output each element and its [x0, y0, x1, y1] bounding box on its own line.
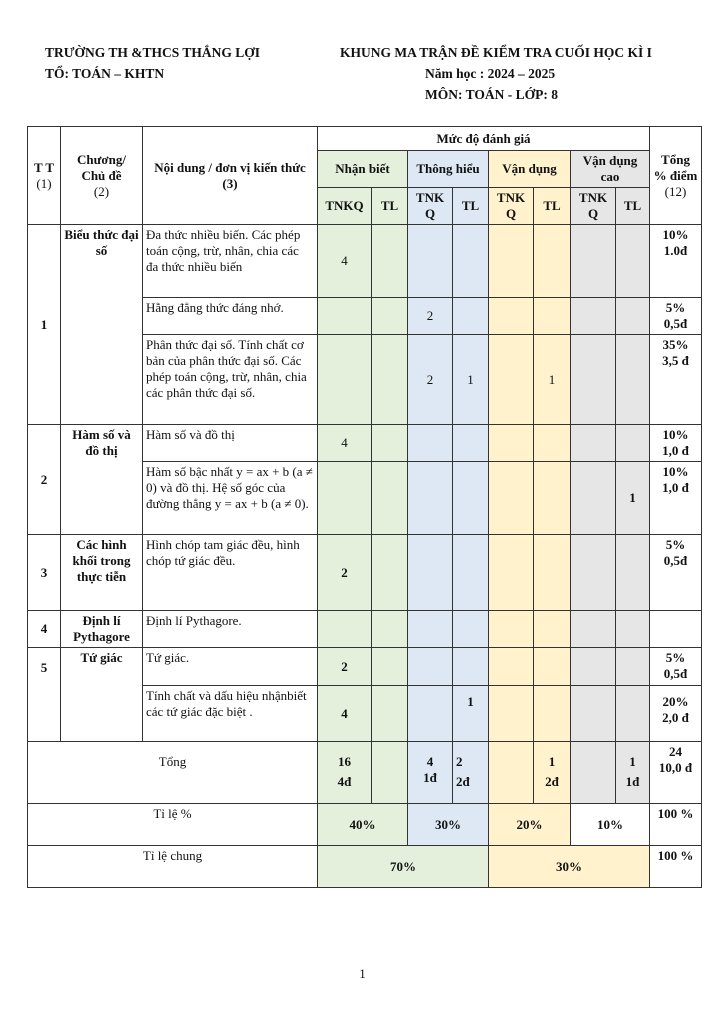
subject-grade: MÔN: TOÁN - LỚP: 8 — [425, 87, 558, 102]
header-noidung: Nội dung / đơn vị kiến thức (3) — [143, 127, 318, 225]
header-tt: T T (1) — [28, 127, 61, 225]
header-th-tl: TL — [453, 188, 489, 225]
row-tt: 3 — [28, 535, 61, 611]
row-noidung: Hằng đẳng thức đáng nhớ. — [143, 298, 318, 335]
total-th-tl: 2 2đ — [453, 742, 489, 804]
table-row — [28, 611, 702, 648]
ratio-th: 30% — [408, 804, 489, 846]
header-nhanbiet: Nhận biết — [318, 151, 408, 188]
row-noidung: Định lí Pythagore. — [143, 611, 318, 648]
total-th-tnkq: 4 1đ — [408, 742, 453, 804]
ratio-vd: 20% — [489, 804, 571, 846]
department: TỔ: TOÁN – KHTN — [45, 66, 165, 81]
header-th-tnkq: TNK Q — [408, 188, 453, 225]
total-row — [28, 742, 702, 804]
cell-nb-tnkq: 2 — [318, 535, 372, 611]
row-chuong: Các hình khối trong thực tiễn — [61, 535, 143, 611]
row-noidung: Phân thức đại số. Tính chất cơ bản của phân thức đại số. Các phép toán cộng, trừ, nhân, chia các phân thức đại số. — [143, 335, 318, 425]
cell-th-tl: 1 — [453, 335, 489, 425]
table-row — [28, 225, 702, 298]
school-name: TRƯỜNG TH &THCS THẮNG LỢI — [45, 45, 261, 60]
row-tt: 1 — [28, 225, 61, 425]
table-row — [28, 535, 702, 611]
header-vandung: Vận dụng — [489, 151, 571, 188]
ratio-nb: 40% — [318, 804, 408, 846]
row-tt: 4 — [28, 611, 61, 648]
table-row — [28, 648, 702, 686]
cell-vd-tl: 1 — [534, 335, 571, 425]
header-nb-tnkq: TNKQ — [318, 188, 372, 225]
ratio-total: 100 % — [650, 804, 702, 846]
total-label: Tổng — [28, 742, 318, 804]
header-tong: Tổng % điểm (12) — [650, 127, 702, 225]
header-nb-tl: TL — [372, 188, 408, 225]
row-noidung: Đa thức nhiều biến. Các phép toán cộng, trừ, nhân, chia các đa thức nhiều biến — [143, 225, 318, 298]
row-chuong: Tứ giác — [61, 648, 143, 742]
school-year: Năm học : 2024 – 2025 — [425, 66, 556, 81]
header-vd-tl: TL — [534, 188, 571, 225]
header-mucdo: Mức độ đánh giá — [318, 127, 650, 151]
row-total: 5% 0,5đ — [650, 298, 702, 335]
page-number: 1 — [359, 966, 366, 981]
row-noidung: Tứ giác. — [143, 648, 318, 686]
document-title: KHUNG MA TRẬN ĐỀ KIỂM TRA CUỐI HỌC KÌ I — [340, 45, 652, 60]
cell-nb-tnkq: 4 — [318, 425, 372, 462]
overall-ratio-label: Tỉ lệ chung — [28, 846, 318, 888]
total-vd-tl: 1 2đ — [534, 742, 571, 804]
cell-th-tl: 1 — [453, 686, 489, 742]
row-total: 10% 1,0 đ — [650, 462, 702, 535]
cell-nb-tnkq: 2 — [318, 648, 372, 686]
total-vdc-tl: 1 1đ — [616, 742, 650, 804]
header-vd-tnkq: TNK Q — [489, 188, 534, 225]
header-vandungcao: Vận dụng cao — [571, 151, 650, 188]
table-row — [28, 425, 702, 462]
ratio-vdc: 10% — [571, 804, 650, 846]
row-total: 35% 3,5 đ — [650, 335, 702, 425]
row-tt: 2 — [28, 425, 61, 535]
row-noidung: Hàm số bậc nhất y = ax + b (a ≠ 0) và đồ thị. Hệ số góc của đường thẳng y = ax + b (a ≠ 0). — [143, 462, 318, 535]
row-noidung: Tính chất và dấu hiệu nhậnbiết các tứ giác đặc biệt . — [143, 686, 318, 742]
row-chuong: Hàm số và đồ thị — [61, 425, 143, 535]
row-chuong: Định lí Pythagore — [61, 611, 143, 648]
cell-vdc-tl: 1 — [616, 462, 650, 535]
row-chuong: Biểu thức đại số — [61, 225, 143, 425]
row-total: 5% 0,5đ — [650, 535, 702, 611]
header-chuong: Chương/ Chủ đề (2) — [61, 127, 143, 225]
overall-ratio-a: 70% — [318, 846, 489, 888]
row-noidung: Hàm số và đồ thị — [143, 425, 318, 462]
total-nb-tnkq: 16 4đ — [318, 742, 372, 804]
ratio-label: Tỉ lệ % — [28, 804, 318, 846]
row-total: 10% 1,0 đ — [650, 425, 702, 462]
cell-th-tnkq: 2 — [408, 298, 453, 335]
row-tt: 5 — [28, 648, 61, 742]
ratio-row — [28, 804, 702, 846]
cell-nb-tnkq: 4 — [318, 686, 372, 742]
total-sum: 24 10,0 đ — [650, 742, 702, 804]
row-total: 20% 2,0 đ — [650, 686, 702, 742]
matrix-table — [27, 126, 702, 888]
cell-nb-tnkq: 4 — [318, 225, 372, 298]
overall-ratio-total: 100 % — [650, 846, 702, 888]
row-total: 5% 0,5đ — [650, 648, 702, 686]
row-total: 10% 1.0đ — [650, 225, 702, 298]
overall-ratio-row — [28, 846, 702, 888]
header-thonghieu: Thông hiểu — [408, 151, 489, 188]
header-vdc-tl: TL — [616, 188, 650, 225]
header-vdc-tnkq: TNK Q — [571, 188, 616, 225]
cell-th-tnkq: 2 — [408, 335, 453, 425]
overall-ratio-b: 30% — [489, 846, 650, 888]
row-noidung: Hình chóp tam giác đều, hình chóp tứ giác đều. — [143, 535, 318, 611]
